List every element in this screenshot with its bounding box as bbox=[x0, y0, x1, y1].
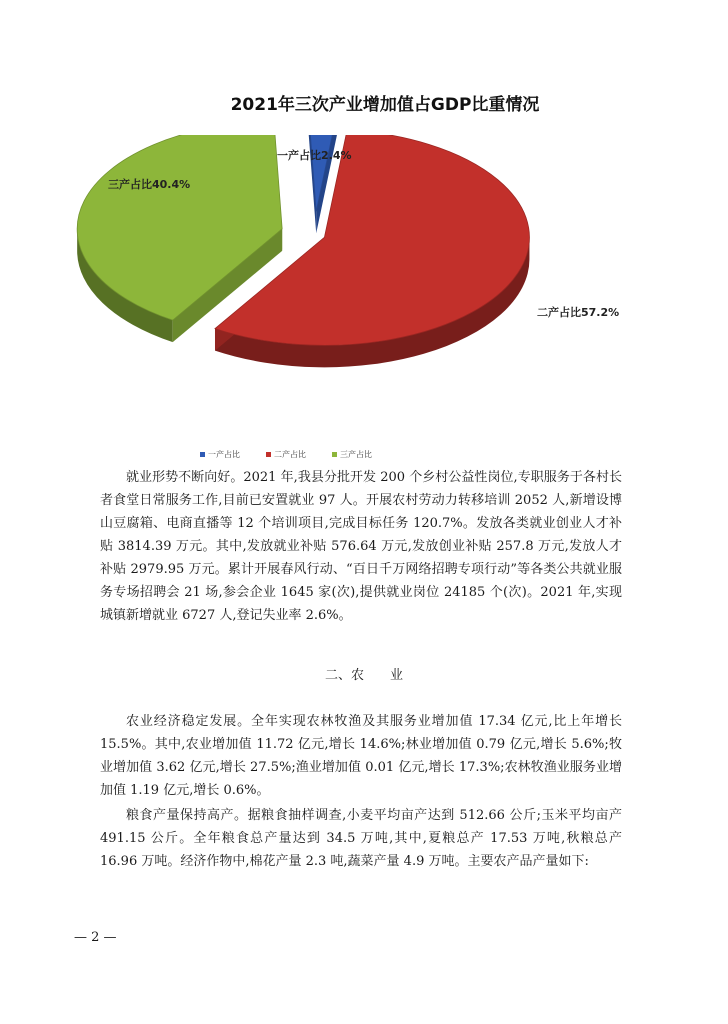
paragraph-body: 2021 年,我县分批开发 200 个乡村公益性岗位,专职服务于各村长者食堂日常服务工作,目前已安置就业 97 人。开展农村劳动力转移培训 2052 人,新增设博山豆腐箱、电商直播等 12 个培训项目,完成目标任务 120.7%。发放各类就业创业人才补贴 3814.39 万元。其中,发放就业补贴 576.64 万元,发放创业补贴 257.8 万元,发放人才补贴 2979.95 万元。累计开展春风行动、“百日千万网络招聘专项行动”等各类公共就业服务专场招聘会 21 场,参会企业 1645 家(次),提供就业岗位 24185 个(次)。2021 年,实现城镇新增就业 6727 人,登记失业率 2.6%。 bbox=[100, 470, 622, 623]
chart-legend bbox=[200, 449, 372, 460]
paragraph-lead: 农业经济稳定发展。 bbox=[126, 714, 252, 729]
section-heading-agriculture: 二、农 业 bbox=[324, 668, 403, 683]
legend-swatch-secondary bbox=[266, 452, 271, 457]
legend-item-tertiary bbox=[332, 449, 372, 460]
legend-item-secondary bbox=[266, 449, 306, 460]
legend-label-tertiary: 三产占比 bbox=[340, 450, 372, 459]
paragraph-agriculture bbox=[100, 710, 622, 802]
legend-swatch-primary bbox=[200, 452, 205, 457]
paragraph-employment bbox=[100, 466, 622, 627]
slice-label-tertiary: 三产占比40.4% bbox=[108, 178, 191, 191]
slice-label-secondary: 二产占比57.2% bbox=[537, 306, 620, 319]
legend-item-primary bbox=[200, 449, 240, 460]
paragraph-grain bbox=[100, 804, 622, 873]
paragraph-body: 全年实现农林牧渔及其服务业增加值 17.34 亿元,比上年增长 15.5%。其中,农业增加值 11.72 亿元,增长 14.6%;林业增加值 0.79 亿元,增长 5.6%;牧业增加值 3.62 亿元,增长 27.5%;渔业增加值 0.01 亿元,增长 17.3%;农林牧渔业服务业增加值 1.19 亿元,增长 0.6%。 bbox=[100, 714, 622, 798]
page-number: — 2 — bbox=[74, 930, 117, 945]
paragraph-body: 据粮食抽样调查,小麦平均亩产达到 512.66 公斤;玉米平均亩产 491.15 公斤。全年粮食总产量达到 34.5 万吨,其中,夏粮总产 17.53 万吨,秋粮总产 16.96 万吨。经济作物中,棉花产量 2.3 吨,蔬菜产量 4.9 万吨。主要农产品产量如下: bbox=[100, 808, 622, 869]
slice-label-primary: 一产占比2.4% bbox=[277, 149, 352, 162]
chart-title: 2021年三次产业增加值占GDP比重情况 bbox=[230, 95, 540, 115]
legend-swatch-tertiary bbox=[332, 452, 337, 457]
legend-label-primary: 一产占比 bbox=[208, 450, 240, 459]
pie-chart bbox=[70, 135, 540, 375]
paragraph-lead: 粮食产量保持高产。 bbox=[126, 808, 248, 823]
paragraph-lead: 就业形势不断向好。 bbox=[126, 470, 244, 485]
legend-label-secondary: 二产占比 bbox=[274, 450, 306, 459]
